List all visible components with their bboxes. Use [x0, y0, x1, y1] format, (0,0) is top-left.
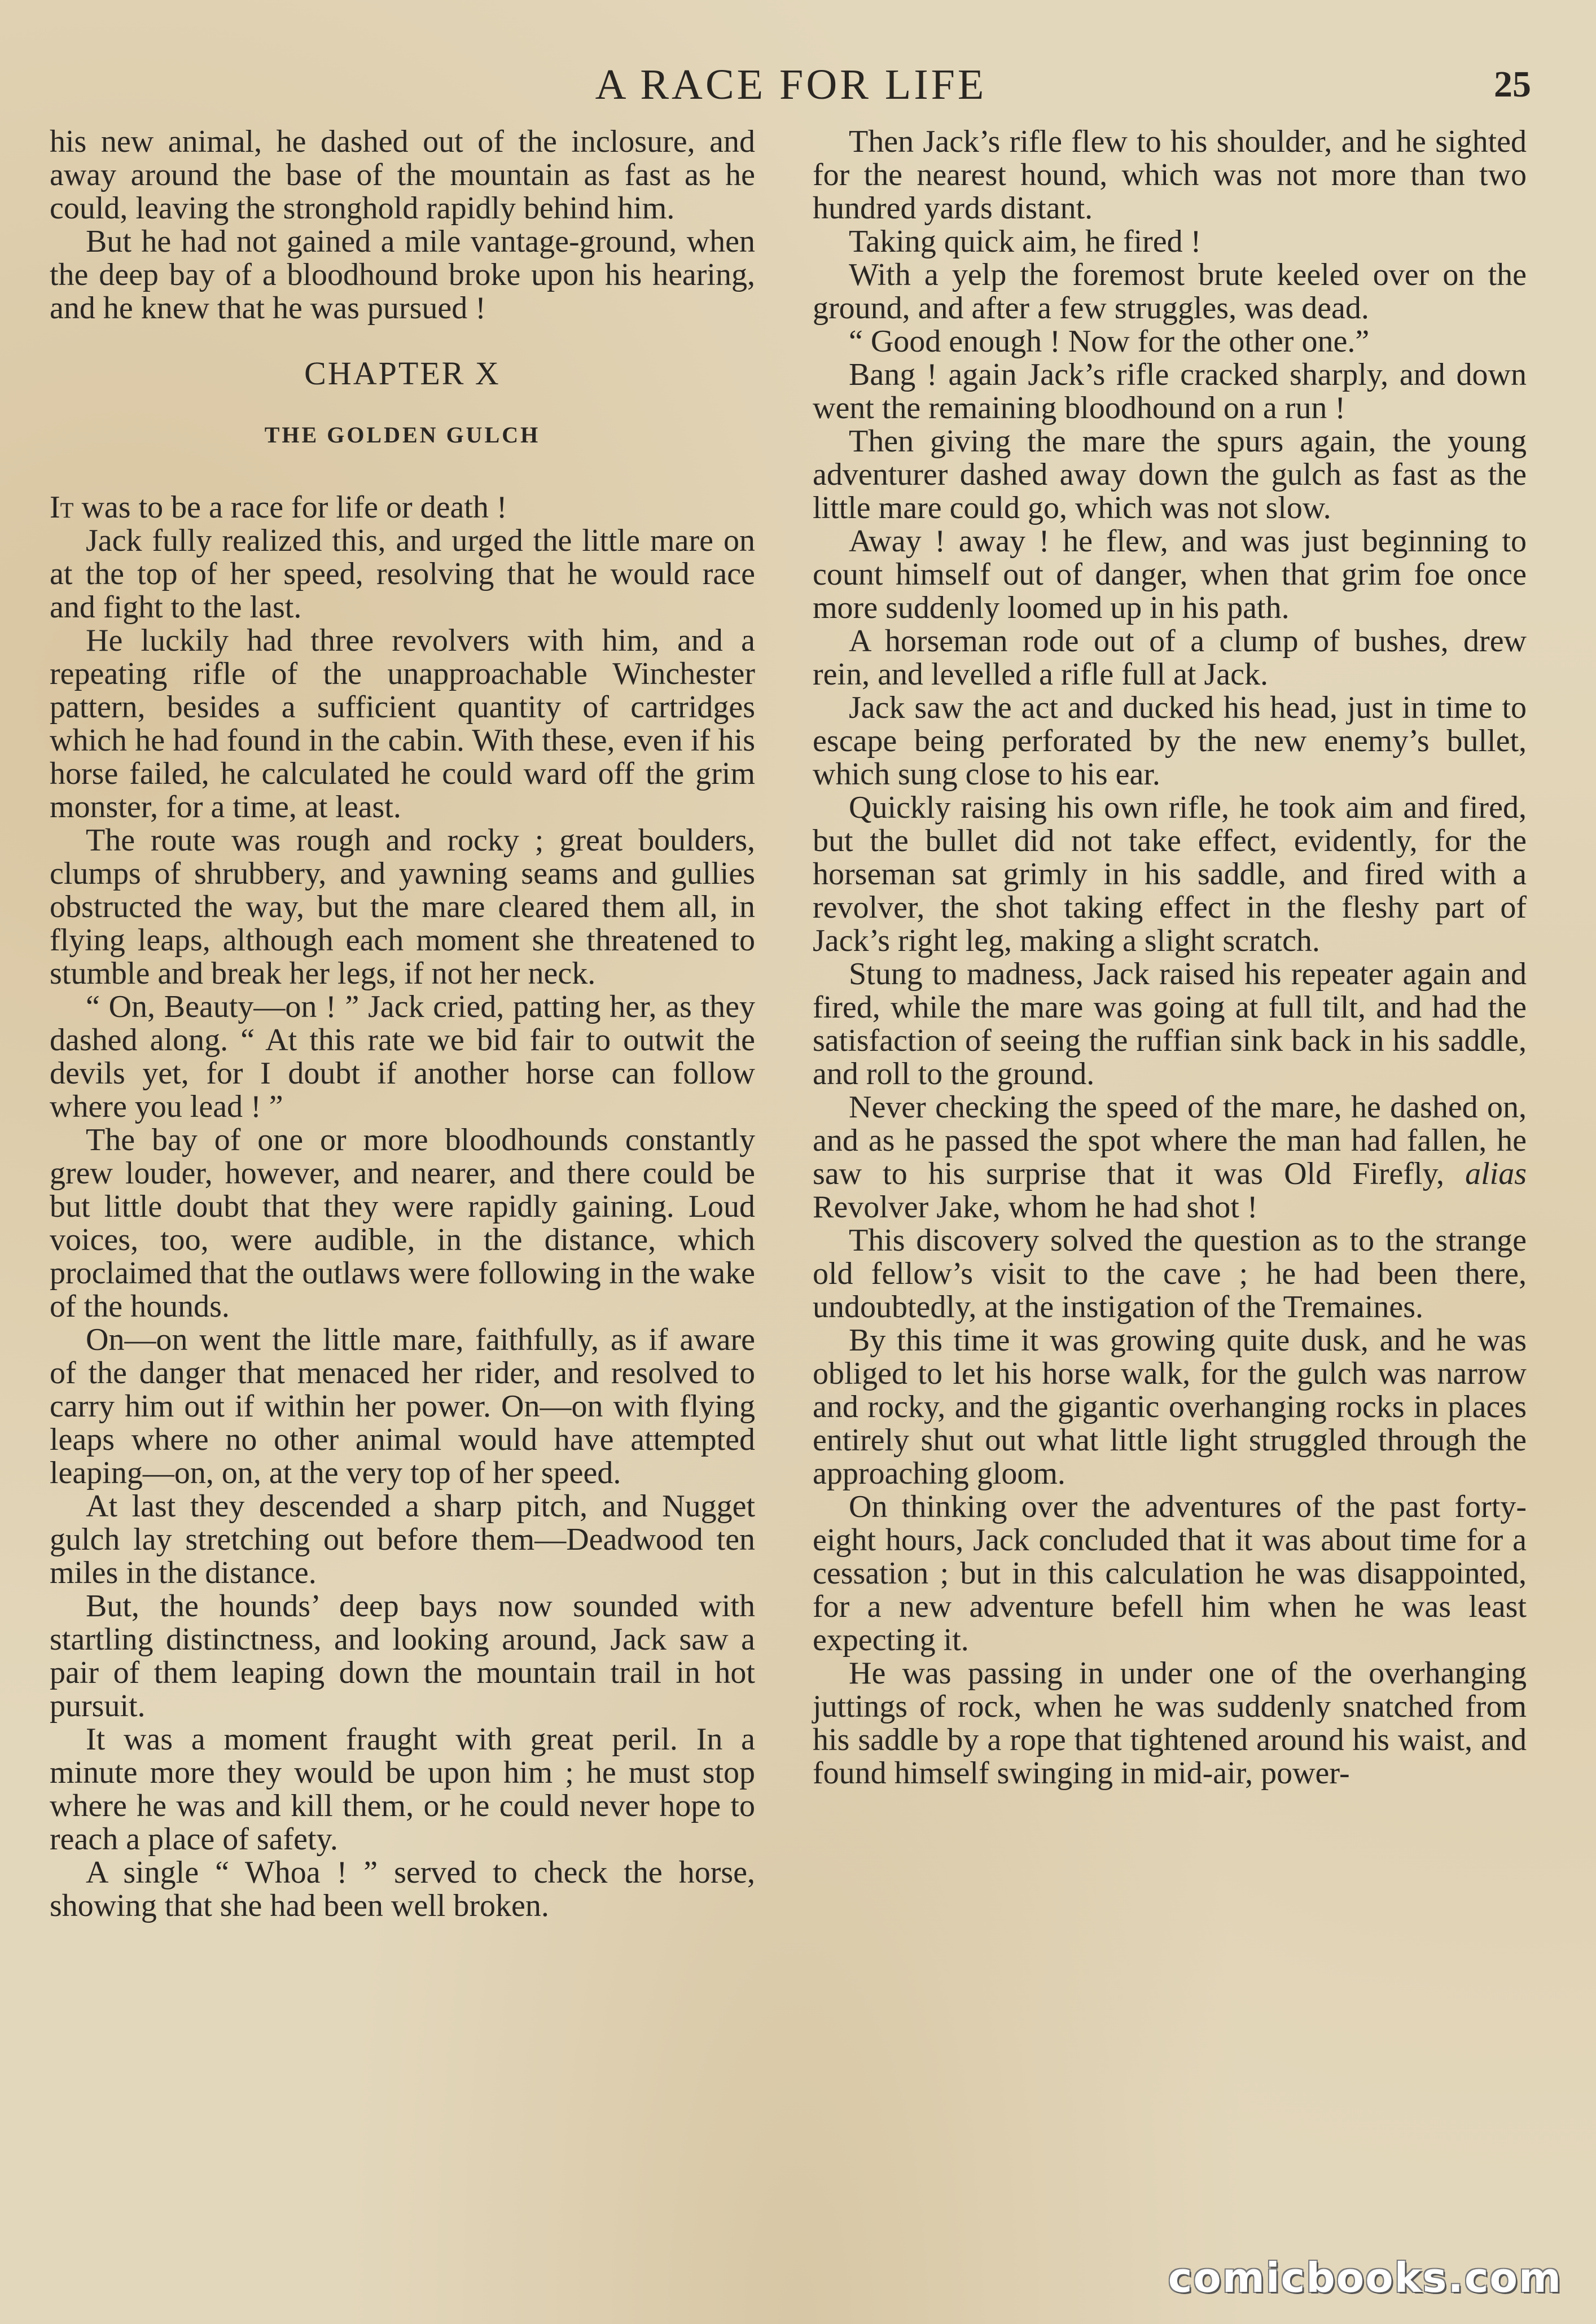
paragraph: Then giving the mare the spurs again, the young adventurer dashed away down the gulch as fast as the little mare could go, which was not slow. [813, 424, 1527, 525]
right-column [813, 125, 1527, 1790]
paragraph: “ On, Beauty—on ! ” Jack cried, patting her, as they dashed along. “ At this rate we bid fair to outwit the devils yet, for I doubt if another horse can follow where you lead ! ” [50, 989, 755, 1124]
paragraph: The bay of one or more bloodhounds constantly grew louder, however, and nearer, and there could be but little doubt that they were rapidly gaining. Loud voices, too, were audible, in the distance, which proclaimed that the outlaws were following in the wake of the hounds. [50, 1122, 755, 1324]
paragraph: He luckily had three revolvers with him, and a repeating rifle of the unapproachable Winchester pattern, besides a sufficient quantity of cartridges which he had found in the cabin. With these, even if his horse failed, he calculated he could ward off the grim monster, for a time, at least. [50, 623, 755, 825]
paragraph: On—on went the little mare, faithfully, as if aware of the danger that menaced her rider, and resolved to carry him out if within her power. On—on with flying leaps where no other animal would have attempted leaping—on, on, at the very top of her speed. [50, 1322, 755, 1490]
text-span: Revolver Jake, whom he had shot ! [813, 1190, 1258, 1225]
paragraph: At last they descended a sharp pitch, and Nugget gulch lay stretching out before them—Deadwood ten miles in the distance. [50, 1489, 755, 1590]
opening-text: was to be a race for life or death ! [73, 490, 507, 525]
paragraph: Quickly raising his own rifle, he took aim and fired, but the bullet did not take effect, evidently, for the horseman sat grimly in his saddle, and fired with a revolver, the shot taking effect in the fleshy part of Jack’s right leg, making a slight scratch. [813, 790, 1527, 958]
paragraph: This discovery solved the question as to the strange old fellow’s visit to the cave ; he had been there, undoubtedly, at the instigation of the Tremaines. [813, 1223, 1527, 1325]
chapter-opening-paragraph [50, 491, 755, 524]
paragraph: Taking quick aim, he fired ! [849, 224, 1202, 259]
chapter-subtitle: THE GOLDEN GULCH [264, 422, 541, 448]
italic-word: alias [1465, 1156, 1527, 1191]
running-title: A RACE FOR LIFE [595, 61, 987, 108]
paragraph: A horseman rode out of a clump of bushes, drew rein, and levelled a rifle full at Jack. [813, 624, 1527, 692]
firefly-paragraph [813, 1091, 1527, 1224]
paragraph: Jack fully realized this, and urged the little mare on at the top of her speed, resolving that he would race and fight to the last. [50, 523, 755, 625]
page-number: 25 [1494, 64, 1531, 105]
paragraph: On thinking over the adventures of the past forty-eight hours, Jack concluded that it was about time for a cessation ; but in this calculation he was disappointed, for a new adventure befell him when he was least expecting it. [813, 1489, 1527, 1658]
paragraph: A single “ Whoa ! ” served to check the horse, showing that she had been well broken. [50, 1855, 755, 1923]
text-span: Never checking the speed of the mare, he dashed on, and as he passed the spot where the man had fallen, he saw to his surprise that it was Old Firefly, [813, 1090, 1527, 1191]
paragraph: Then Jack’s rifle flew to his shoulder, and he sighted for the nearest hound, which was not more than two hundred yards distant. [813, 124, 1527, 226]
lead-word: It [50, 490, 74, 525]
page-header [51, 54, 1531, 116]
paragraph: But he had not gained a mile vantage-ground, when the deep bay of a bloodhound broke upon his hearing, and he knew that he was pursued ! [50, 224, 755, 326]
paragraph: The route was rough and rocky ; great boulders, clumps of shrubbery, and yawning seams and gullies obstructed the way, but the mare cleared them all, in flying leaps, although each moment she threatened to stumble and break her legs, if not her neck. [50, 823, 755, 991]
paragraph: By this time it was growing quite dusk, and he was obliged to let his horse walk, for the gulch was narrow and rocky, and the gigantic overhanging rocks in places entirely shut out what little light struggled through the approaching gloom. [813, 1323, 1527, 1491]
paragraph: “ Good enough ! Now for the other one.” [849, 324, 1370, 359]
chapter-title: CHAPTER X [304, 355, 501, 392]
paragraph: Away ! away ! he flew, and was just beginning to count himself out of danger, when that grim foe once more suddenly loomed up in his path. [813, 524, 1527, 625]
paragraph: With a yelp the foremost brute keeled over on the ground, and after a few struggles, was dead. [813, 257, 1527, 326]
paragraph: But, the hounds’ deep bays now sounded with startling distinctness, and looking around, Jack saw a pair of them leaping down the mountain trail in hot pursuit. [50, 1589, 755, 1724]
paragraph: It was a moment fraught with great peril. In a minute more they would be upon him ; he must stop where he was and kill them, or he could never hope to reach a place of safety. [50, 1722, 755, 1857]
paragraph: He was passing in under one of the overhanging juttings of rock, when he was suddenly snatched from his saddle by a rope that tightened around his waist, and found himself swinging in mid-air, power- [813, 1656, 1527, 1791]
paragraph: Jack saw the act and ducked his head, just in time to escape being perforated by the new enemy’s bullet, which sung close to his ear. [813, 690, 1527, 792]
site-watermark: comicbooks.com [1168, 2254, 1562, 2301]
paragraph: his new animal, he dashed out of the inclosure, and away around the base of the mountain as fast as he could, leaving the stronghold rapidly behind him. [50, 124, 755, 226]
paragraph: Stung to madness, Jack raised his repeater again and fired, while the mare was going at full tilt, and had the satisfaction of seeing the ruffian sink back in his saddle, and roll to the ground. [813, 957, 1527, 1091]
left-column [50, 125, 755, 1923]
paragraph: Bang ! again Jack’s rifle cracked sharply, and down went the remaining bloodhound on a run ! [813, 357, 1527, 426]
